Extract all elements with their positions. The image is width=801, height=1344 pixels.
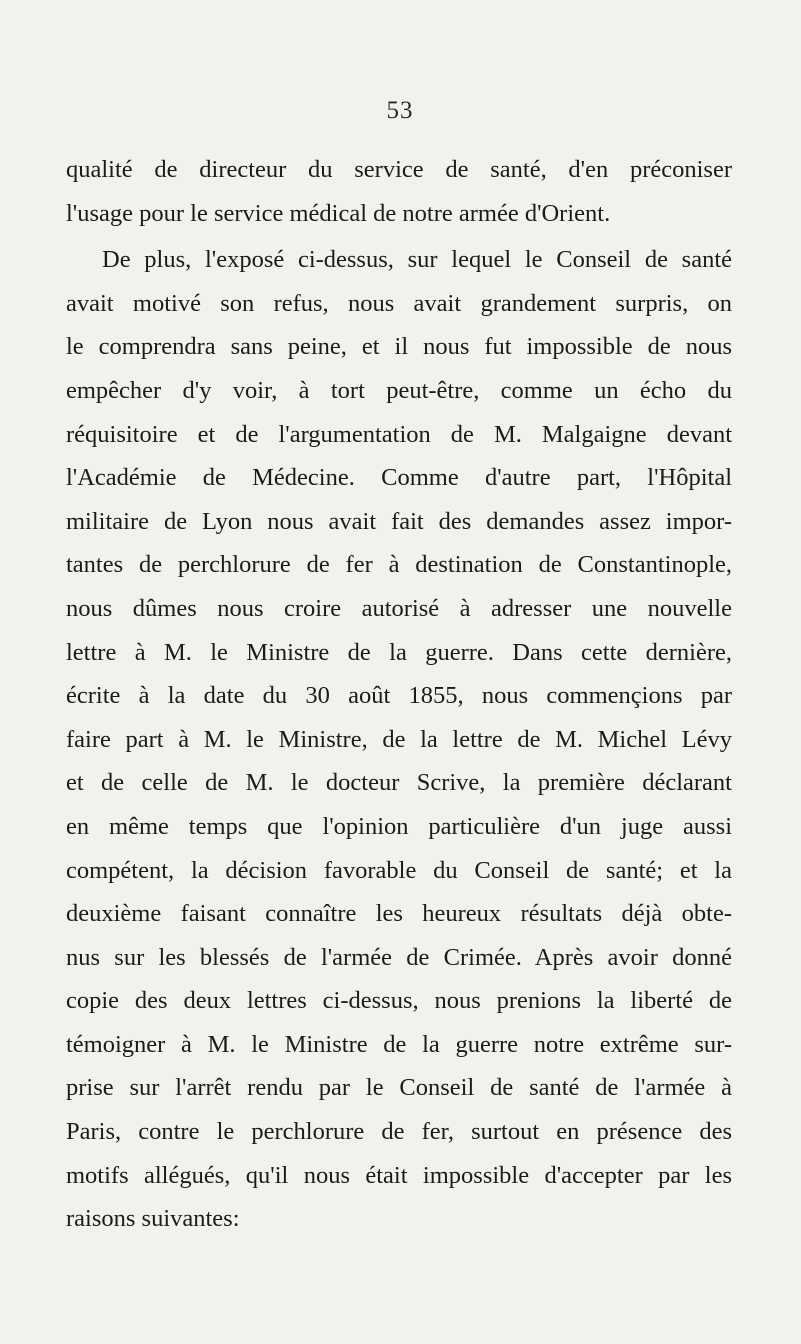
text-line: nus sur les blessés de l'armée de Crimée. Après avoir donné	[66, 943, 732, 971]
text-line: empêcher d'y voir, à tort peut-être, comme un écho du	[66, 376, 732, 404]
text-line: l'usage pour le service médical de notre armée d'Orient.	[66, 199, 611, 227]
text-line: raisons suivantes:	[66, 1205, 240, 1233]
text-line: qualité de directeur du service de santé, d'en préconiser	[66, 156, 732, 183]
text-line: réquisitoire et de l'argumentation de M. Malgaigne devant	[66, 420, 732, 448]
text-line: Paris, contre le perchlorure de fer, surtout en présence des	[66, 1118, 732, 1146]
text-line: lettre à M. le Ministre de la guerre. Dans cette dernière,	[66, 638, 732, 666]
text-line: témoigner à M. le Ministre de la guerre notre extrême sur-	[66, 1030, 732, 1058]
text-line: et de celle de M. le docteur Scrive, la première déclarant	[66, 769, 732, 797]
page-number: 53	[386, 97, 414, 124]
text-line: l'Académie de Médecine. Comme d'autre part, l'Hôpital	[66, 464, 732, 492]
text-line: prise sur l'arrêt rendu par le Conseil de santé de l'armée à	[66, 1074, 732, 1102]
body-text	[66, 148, 732, 1241]
text-line: nous dûmes nous croire autorisé à adresser une nouvelle	[66, 594, 732, 622]
text-line: écrite à la date du 30 août 1855, nous commençions par	[66, 682, 732, 710]
text-line: en même temps que l'opinion particulière d'un juge aussi	[66, 812, 732, 840]
text-line: faire part à M. le Ministre, de la lettre de M. Michel Lévy	[66, 725, 732, 753]
text-line: motifs allégués, qu'il nous était impossible d'accepter par les	[66, 1161, 732, 1189]
paragraph-first-line: De plus, l'exposé ci-dessus, sur lequel le Conseil de santé	[102, 246, 732, 274]
text-line: le comprendra sans peine, et il nous fut impossible de nous	[66, 333, 732, 361]
text-line: deuxième faisant connaître les heureux résultats déjà obte-	[66, 900, 732, 928]
text-line: militaire de Lyon nous avait fait des demandes assez impor-	[66, 507, 732, 535]
text-line: avait motivé son refus, nous avait grandement surpris, on	[66, 289, 732, 317]
text-line: compétent, la décision favorable du Conseil de santé; et la	[66, 856, 732, 884]
text-line: tantes de perchlorure de fer à destination de Constantinople,	[66, 551, 732, 579]
text-line: copie des deux lettres ci-dessus, nous prenions la liberté de	[66, 987, 732, 1015]
